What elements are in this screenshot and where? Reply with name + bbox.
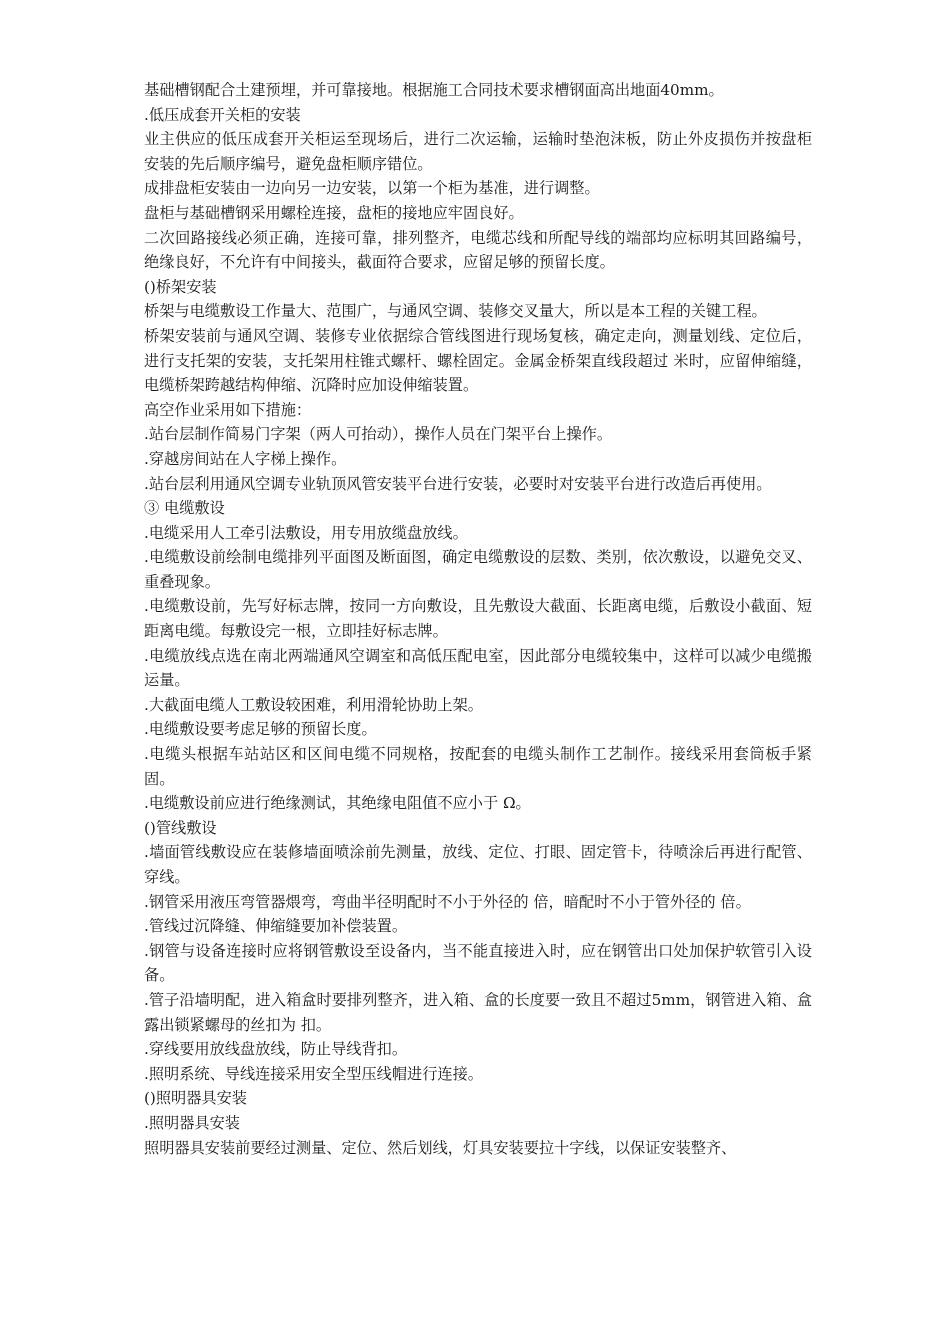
paragraph-secondary-wiring: 二次回路接线必须正确，连接可靠，排列整齐，电缆芯线和所配导线的端部均应标明其回路编号，绝缘良好，不允许有中间接头，截面符合要求，应留足够的预留长度。: [144, 228, 812, 272]
list-item-payout-points: .电缆放线点选在南北两端通风空调室和高低压配电室，因此部分电缆较集中，这样可以减少电缆搬运量。: [144, 646, 812, 690]
list-item-wall-conduit: .墙面管线敷设应在装修墙面喷涂前先测量，放线、定位、打眼、固定管卡，待喷涂后再进行配管、穿线。: [144, 843, 812, 886]
list-item-compensation: .管线过沉降缝、伸缩缝要加补偿装置。: [144, 917, 408, 936]
document-body: [144, 78, 812, 1160]
list-item-layout-drawing: .电缆敷设前绘制电缆排列平面图及断面图，确定电缆敷设的层数、类别，依次敷设，以避免交叉、重叠现象。: [144, 548, 812, 591]
paragraph-high-work-measures: 高空作业采用如下措施：: [144, 400, 312, 419]
list-item-pulleys: .大截面电缆人工敷设较困难，利用滑轮协助上架。: [144, 695, 483, 714]
list-item-pipe-bending: .钢管采用液压弯管器煨弯，弯曲半径明配时不小于外径的 倍，暗配时不小于管外径的 倍。: [144, 892, 751, 911]
list-item-gantry: .站台层制作简易门字架（两人可抬动），操作人员在门架平台上操作。: [144, 425, 613, 444]
subheading-lighting-install: .照明器具安装: [144, 1113, 240, 1132]
paragraph-tray-install: 桥架安装前与通风空调、装修专业依据综合管线图进行现场复核，确定走向，测量划线、定位后，进行支托架的安装，支托架用柱锥式螺杆、螺栓固定。金属金桥架直线段超过 米时，应留伸缩缝，电缆桥架跨越结构伸缩、沉降时应加设伸缩装置。: [144, 326, 812, 395]
list-item-platform: .站台层利用通风空调专业轨顶风管安装平台进行安装，必要时对安装平台进行改造后再使用。: [144, 474, 772, 493]
paragraph-switchgear-transport: 业主供应的低压成套开关柜运至现场后，进行二次运输，运输时垫泡沫板，防止外皮损伤并按盘柜安装的先后顺序编号，避免盘柜顺序错位。: [144, 130, 812, 173]
list-item-tags: .电缆敷设前，先写好标志牌，按同一方向敷设，且先敷设大截面、长距离电缆，后敷设小截面、短距离电缆。每敷设完一根，立即挂好标志牌。: [144, 597, 812, 641]
list-item-manual-pull: .电缆采用人工牵引法敷设，用专用放缆盘放线。: [144, 523, 468, 542]
heading-conduit-laying: ()管线敷设: [144, 818, 217, 837]
heading-cable-tray: ()桥架安装: [144, 277, 217, 296]
heading-switchgear-install: .低压成套开关柜的安装: [144, 105, 301, 124]
list-item-insulation-test: .电缆敷设前应进行绝缘测试，其绝缘电阻值不应小于 Ω。: [144, 794, 531, 813]
paragraph-channel-steel: 基础槽钢配合土建预埋，并可靠接地。根据施工合同技术要求槽钢面高出地面40mm。: [144, 81, 724, 99]
heading-lighting-install: ()照明器具安装: [144, 1089, 247, 1108]
paragraph-bolt-connection: 盘柜与基础槽钢采用螺栓连接，盘柜的接地应牢固良好。: [144, 203, 524, 222]
paragraph-tray-workload: 桥架与电缆敷设工作量大、范围广，与通风空调、装修交叉量大，所以是本工程的关键工程。: [144, 302, 767, 321]
list-item-wire-caps: .照明系统、导线连接采用安全型压线帽进行连接。: [144, 1064, 483, 1083]
heading-cable-laying: ③ 电缆敷设: [144, 499, 225, 518]
list-item-cable-heads: .电缆头根据车站站区和区间电缆不同规格，按配套的电缆头制作工艺制作。接线采用套筒板手紧固。: [144, 745, 812, 788]
list-item-reserve-length: .电缆敷设要考虑足够的预留长度。: [144, 720, 377, 739]
list-item-equipment-connection: .钢管与设备连接时应将钢管敷设至设备内，当不能直接进入时，应在钢管出口处加保护软管引入设备。: [144, 941, 812, 985]
list-item-wire-pulling: .穿线要用放线盘放线，防止导线背扣。: [144, 1040, 408, 1059]
list-item-box-entry: .管子沿墙明配，进入箱盒时要排列整齐，进入箱、盒的长度要一致且不超过5mm，钢管进入箱、盒露出锁紧螺母的丝扣为 扣。: [144, 990, 812, 1034]
paragraph-lighting-measure: 照明器具安装前要经过测量、定位、然后划线，灯具安装要拉十字线，以保证安装整齐、: [144, 1138, 737, 1157]
list-item-ladder: .穿越房间站在人字梯上操作。: [144, 449, 347, 468]
paragraph-row-install: 成排盘柜安装由一边向另一边安装，以第一个柜为基准，进行调整。: [144, 179, 600, 198]
